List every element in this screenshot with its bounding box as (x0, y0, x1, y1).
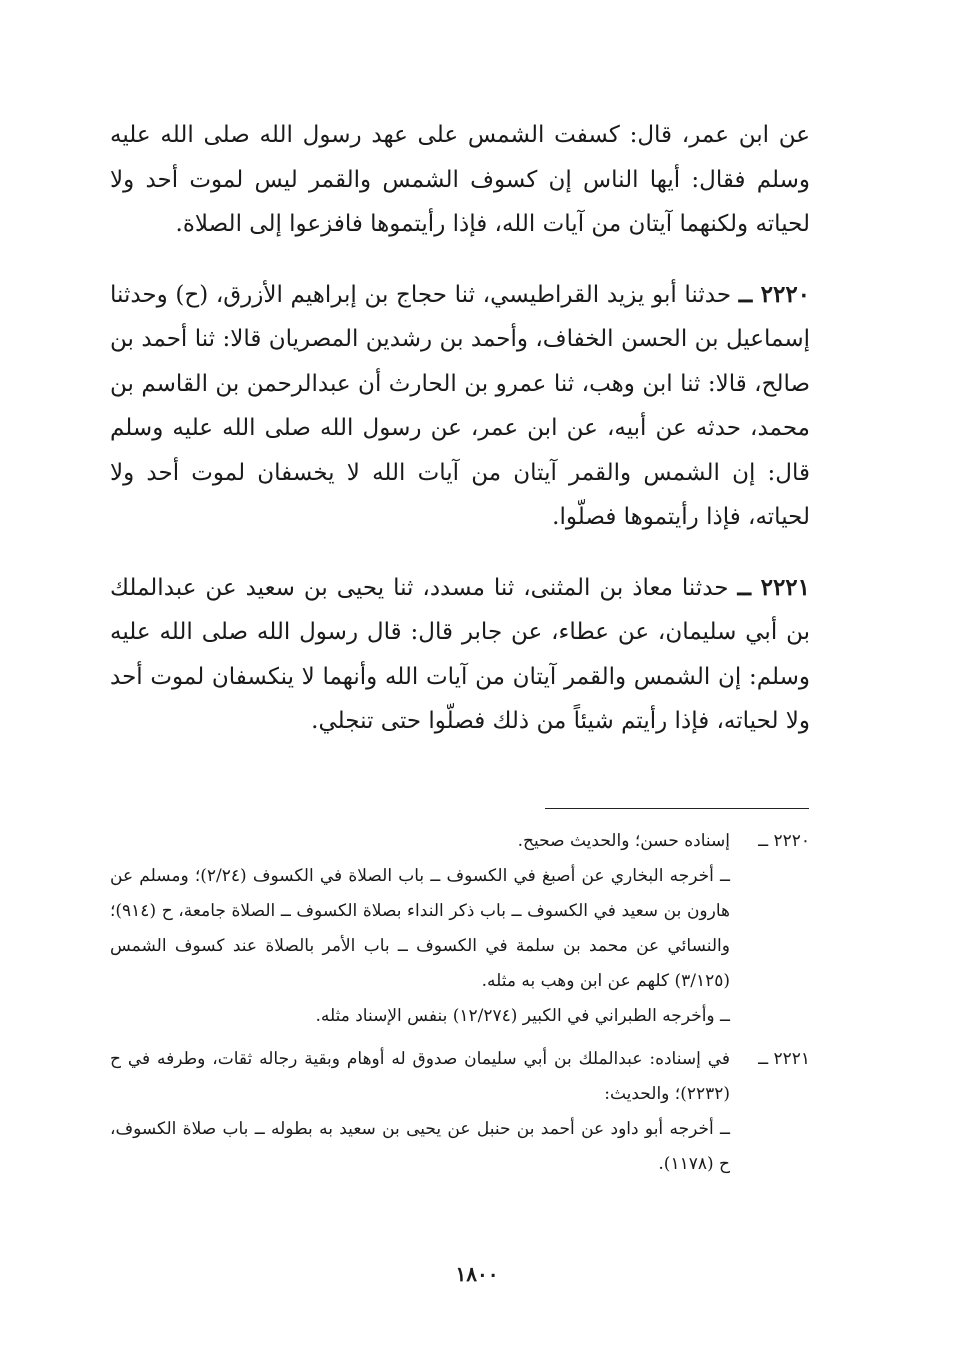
footnote-line: في إسناده: عبدالملك بن أبي سليمان صدوق له أوهام وبقية رجاله ثقات، وطرفه في ح (٢٢٣٢)؛ والحديث: (110, 1049, 730, 1104)
footnote-line: إسناده حسن؛ والحديث صحيح. (517, 831, 730, 851)
footnote-2221 (110, 1042, 810, 1182)
hadith-number: ٢٢٢٠ ــ (738, 280, 811, 308)
hadith-2220 (110, 273, 810, 540)
footnote-number: ٢٢٢٠ ــ (758, 831, 810, 851)
paragraph-text: عن ابن عمر، قال: كسفت الشمس على عهد رسول الله صلى الله عليه وسلم فقال: أيها الناس إن كسوف الشمس والقمر ليس لموت أحد ولا لحياته ولكنهما آيتان من آيات الله، فإذا رأيتموها فافزعوا إلى الصلاة. (110, 122, 810, 237)
footnote-2220 (110, 824, 810, 1034)
main-text (110, 113, 810, 744)
footnote-divider (545, 808, 809, 809)
footnote-line: ــ أخرجه أبو داود عن أحمد بن حنبل عن يحيى بن سعيد به بطوله ــ باب صلاة الكسوف، ح (١١٧٨). (110, 1119, 730, 1174)
footnote-body (110, 824, 730, 1034)
hadith-number: ٢٢٢١ ــ (737, 573, 811, 601)
page-number: ١٨٠٠ (455, 1262, 499, 1286)
hadith-text: حدثنا أبو يزيد القراطيسي، ثنا حجاج بن إبراهيم الأزرق، (ح) وحدثنا إسماعيل بن الحسن الخفاف، وأحمد بن رشدين المصريان قالا: ثنا أحمد بن صالح، قالا: ثنا ابن وهب، ثنا عمرو بن الحارث أن عبدالرحمن بن القاسم بن محمد، حدثه عن أبيه، عن ابن عمر، عن رسول الله صلى الله عليه وسلم قال: إن الشمس والقمر آيتان من آيات الله لا يخسفان لموت أحد ولا لحياته، فإذا رأيتموها فصلّوا. (110, 281, 810, 530)
footnote-line: ــ وأخرجه الطبراني في الكبير (١٢/٢٧٤) بنفس الإسناد مثله. (315, 1006, 730, 1026)
hadith-2221 (110, 566, 810, 744)
hadith-text: حدثنا معاذ بن المثنى، ثنا مسدد، ثنا يحيى بن سعيد عن عبدالملك بن أبي سليمان، عن عطاء، عن جابر قال: قال رسول الله صلى الله عليه وسلم: إن الشمس والقمر آيتان من آيات الله وأنهما لا ينكسفان لموت أحد ولا لحياته، فإذا رأيتم شيئاً من ذلك فصلّوا حتى تنجلي. (110, 574, 810, 734)
footnote-body (110, 1042, 730, 1182)
footnote-line: ــ أخرجه البخاري عن أصبغ في الكسوف ــ باب الصلاة في الكسوف (٢/٢٤)؛ ومسلم عن هارون بن سعيد في الكسوف ــ باب ذكر النداء بصلاة الكسوف ــ الصلاة جامعة، ح (٩١٤)؛ والنسائي عن محمد بن سلمة في الكسوف ــ باب الأمر بالصلاة عند كسوف الشمس (٣/١٢٥) كلهم عن ابن وهب به مثله. (110, 866, 730, 991)
footnote-number: ٢٢٢١ ــ (758, 1049, 810, 1069)
footnotes (110, 824, 810, 1182)
paragraph-continuation (110, 113, 810, 247)
